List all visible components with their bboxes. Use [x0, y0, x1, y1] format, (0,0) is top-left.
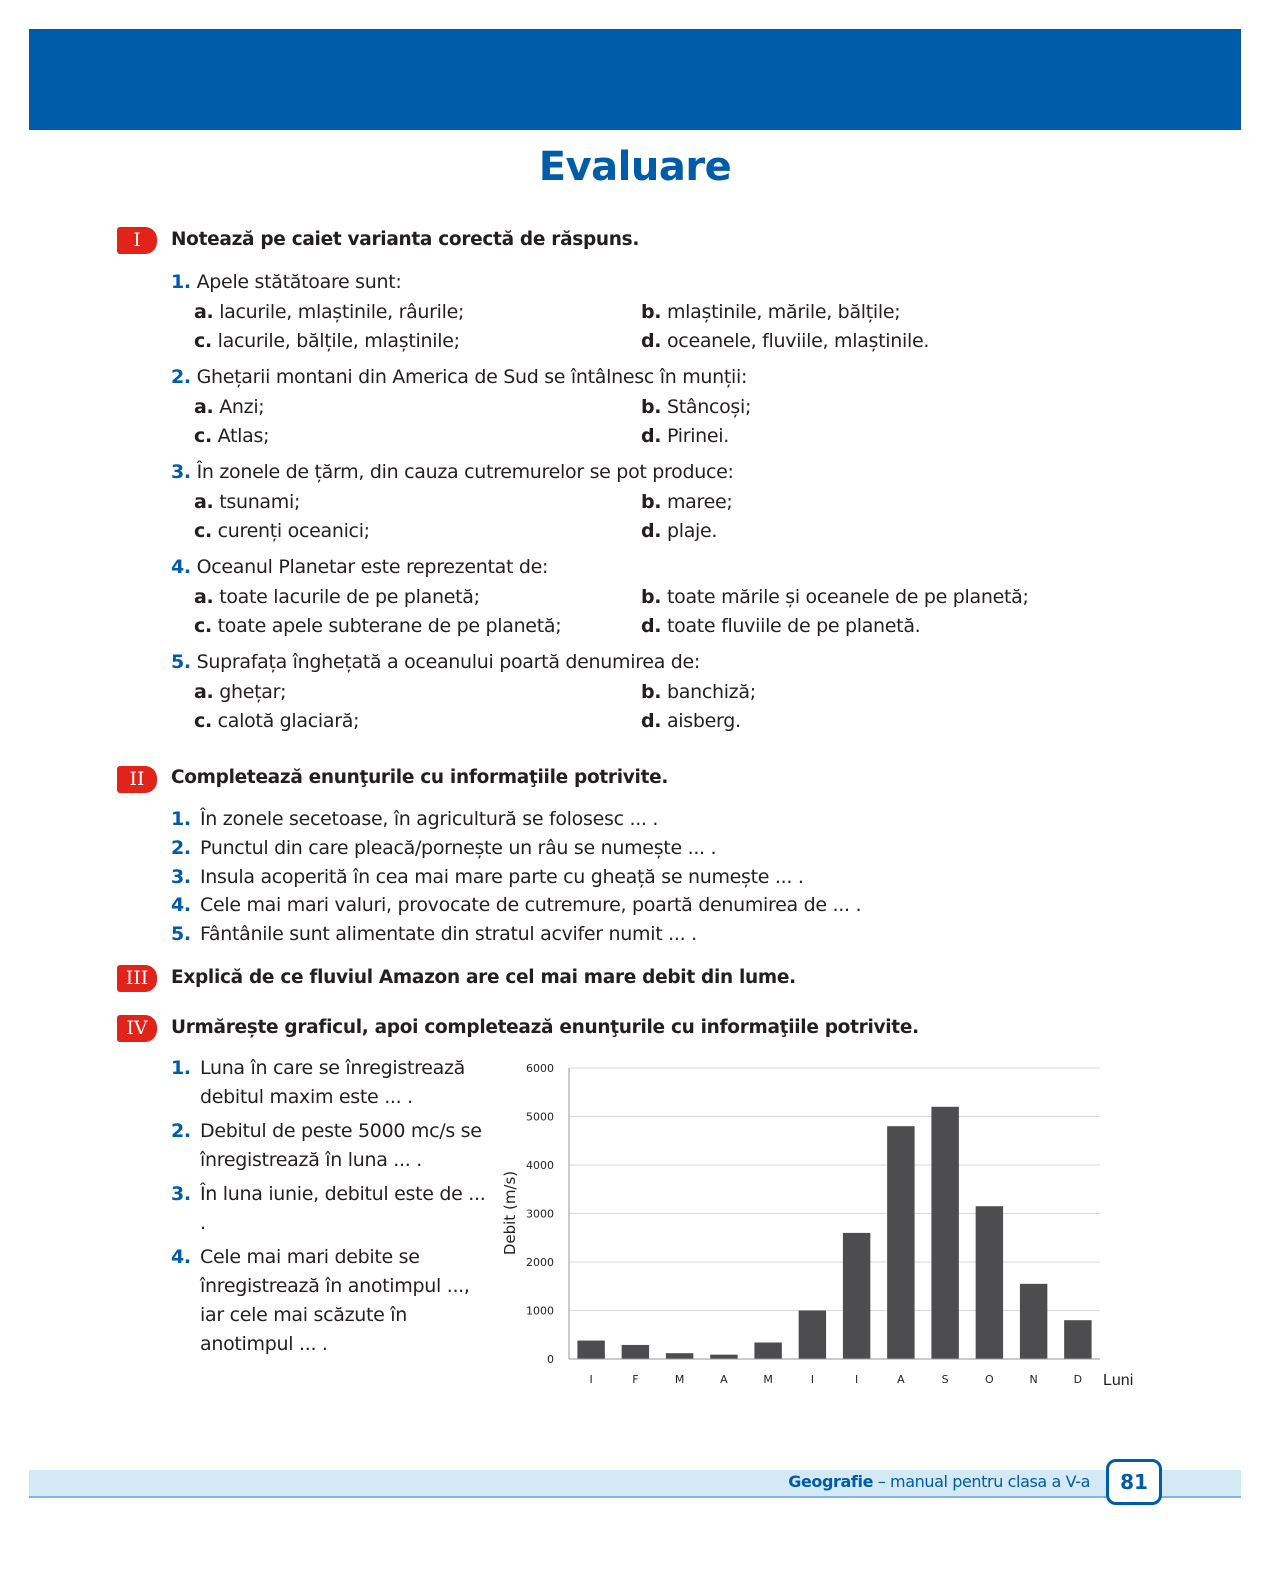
question-text: În zonele de țărm, din cauza cutremurelor se pot produce: — [196, 461, 734, 483]
section-badge-2: II — [117, 766, 157, 793]
chart-x-tick-label: F — [632, 1373, 639, 1386]
question-number: 3. — [171, 461, 191, 483]
section-instruction-1: Notează pe caiet varianta corectă de răspuns. — [171, 229, 640, 250]
option-5d: d. aisberg. — [641, 710, 741, 732]
chart-x-tick-label: S — [941, 1373, 949, 1386]
question-text: Suprafața înghețată a oceanului poartă denumirea de: — [196, 651, 701, 673]
chart-x-tick-label: D — [1073, 1373, 1083, 1386]
section-badge-1: I — [117, 227, 157, 254]
option-1b: b. mlaștinile, mările, bălțile; — [641, 301, 901, 323]
option-5a: a. ghețar; — [194, 681, 287, 703]
chart-bar — [666, 1353, 693, 1359]
option-4d: d. toate fluviile de pe planetă. — [641, 615, 921, 637]
question-2 — [171, 366, 747, 388]
chart-bar — [754, 1343, 781, 1359]
chart-y-tick-label: 1000 — [526, 1304, 554, 1318]
option-4b: b. toate mările și oceanele de pe planetă; — [641, 586, 1029, 608]
chart-bar — [931, 1107, 958, 1359]
chart-bars — [577, 1107, 1091, 1359]
chart-gridlines — [569, 1068, 1100, 1311]
chart-x-label: Luni — [1103, 1372, 1134, 1389]
discharge-bar-chart — [490, 1050, 1150, 1400]
section-instruction-2: Completează enunţurile cu informaţiile potrivite. — [171, 767, 669, 788]
option-3a: a. tsunami; — [194, 491, 301, 513]
option-1d: d. oceanele, fluviile, mlaștinile. — [641, 330, 930, 352]
section-badge-4: IV — [117, 1015, 157, 1042]
chart-x-tick-label: I — [855, 1373, 859, 1386]
fill-item-2: 2. Punctul din care pleacă/pornește un râu se numește ... . — [171, 837, 717, 859]
chart-x-tick-labels — [590, 1373, 1083, 1386]
section-instruction-3: Explică de ce fluviul Amazon are cel mai mare debit din lume. — [171, 967, 796, 988]
footer-text: Geografie – manual pentru clasa a V-a — [788, 1472, 1090, 1491]
fill-item-5: 5. Fântânile sunt alimentate din stratul acvifer numit ... . — [171, 923, 697, 945]
chart-x-tick-label: I — [589, 1373, 593, 1386]
chart-question-1: 1. Luna în care se înregistrează debitul maxim este ... . — [171, 1057, 465, 1108]
chart-y-tick-label: 0 — [547, 1353, 554, 1366]
option-1c: c. lacurile, bălțile, mlaștinile; — [194, 330, 460, 352]
chart-x-tick-label: M — [674, 1373, 685, 1386]
question-1 — [171, 271, 402, 293]
chart-bar — [1064, 1320, 1091, 1359]
header-band — [29, 29, 1241, 130]
question-text: Apele stătătoare sunt: — [196, 271, 402, 293]
question-text: Oceanul Planetar este reprezentat de: — [196, 556, 549, 578]
chart-y-tick-label: 3000 — [526, 1207, 554, 1221]
chart-bar — [710, 1355, 737, 1359]
option-5b: b. banchiză; — [641, 681, 756, 703]
chart-bar — [577, 1341, 604, 1359]
option-3b: b. maree; — [641, 491, 733, 513]
chart-x-tick-label: O — [985, 1373, 994, 1386]
option-4a: a. toate lacurile de pe planetă; — [194, 586, 480, 608]
option-2c: c. Atlas; — [194, 425, 270, 447]
chart-bar — [887, 1126, 914, 1359]
option-4c: c. toate apele subterane de pe planetă; — [194, 615, 562, 637]
option-3d: d. plaje. — [641, 520, 718, 542]
section-instruction-4: Urmărește graficul, apoi completează enunţurile cu informaţiile potrivite. — [171, 1017, 919, 1038]
option-2a: a. Anzi; — [194, 396, 265, 418]
question-number: 1. — [171, 271, 191, 293]
page-number: 81 — [1106, 1459, 1162, 1505]
chart-bar — [799, 1311, 826, 1360]
question-text: Ghețarii montani din America de Sud se întâlnesc în munții: — [196, 366, 748, 388]
chart-question-2: 2. Debitul de peste 5000 mc/s se înregistrează în luna ... . — [171, 1120, 482, 1171]
option-2d: d. Pirinei. — [641, 425, 730, 447]
chart-bar — [622, 1345, 649, 1359]
fill-item-1: 1. În zonele secetoase, în agricultură se folosesc ... . — [171, 808, 659, 830]
page-title: Evaluare — [538, 144, 732, 190]
chart-bar — [843, 1233, 870, 1359]
chart-y-tick-label: 5000 — [526, 1110, 554, 1124]
chart-y-label: Debit (m/s) — [501, 1170, 519, 1256]
chart-x-tick-label: A — [720, 1373, 728, 1386]
chart-question-4: 4. Cele mai mari debite se înregistrează în anotimpul ..., iar cele mai scăzute în anotimpul ... . — [171, 1246, 470, 1355]
question-number: 4. — [171, 556, 191, 578]
chart-y-tick-label: 6000 — [526, 1062, 554, 1075]
fill-item-3: 3. Insula acoperită în cea mai mare parte cu gheață se numește ... . — [171, 866, 804, 888]
question-number: 2. — [171, 366, 191, 388]
chart-x-tick-label: I — [810, 1373, 814, 1386]
section-badge-3: III — [117, 965, 157, 992]
option-3c: c. curenți oceanici; — [194, 520, 370, 542]
chart-y-tick-labels — [526, 1062, 554, 1366]
fill-item-4: 4. Cele mai mari valuri, provocate de cutremure, poartă denumirea de ... . — [171, 894, 862, 916]
chart-x-tick-label: A — [897, 1373, 905, 1386]
option-1a: a. lacurile, mlaștinile, râurile; — [194, 301, 465, 323]
question-5 — [171, 651, 700, 673]
option-5c: c. calotă glaciară; — [194, 710, 360, 732]
chart-y-tick-label: 4000 — [526, 1159, 554, 1172]
chart-x-tick-label: N — [1029, 1373, 1038, 1386]
chart-bar — [976, 1206, 1003, 1359]
chart-question-3: 3. În luna iunie, debitul este de ... . — [171, 1183, 486, 1234]
option-2b: b. Stâncoși; — [641, 396, 752, 418]
question-number: 5. — [171, 651, 191, 673]
footer-line — [29, 1496, 1241, 1498]
question-4 — [171, 556, 548, 578]
question-3 — [171, 461, 734, 483]
chart-bar — [1020, 1284, 1047, 1359]
chart-x-tick-label: M — [763, 1373, 773, 1386]
chart-y-tick-label: 2000 — [526, 1256, 554, 1269]
